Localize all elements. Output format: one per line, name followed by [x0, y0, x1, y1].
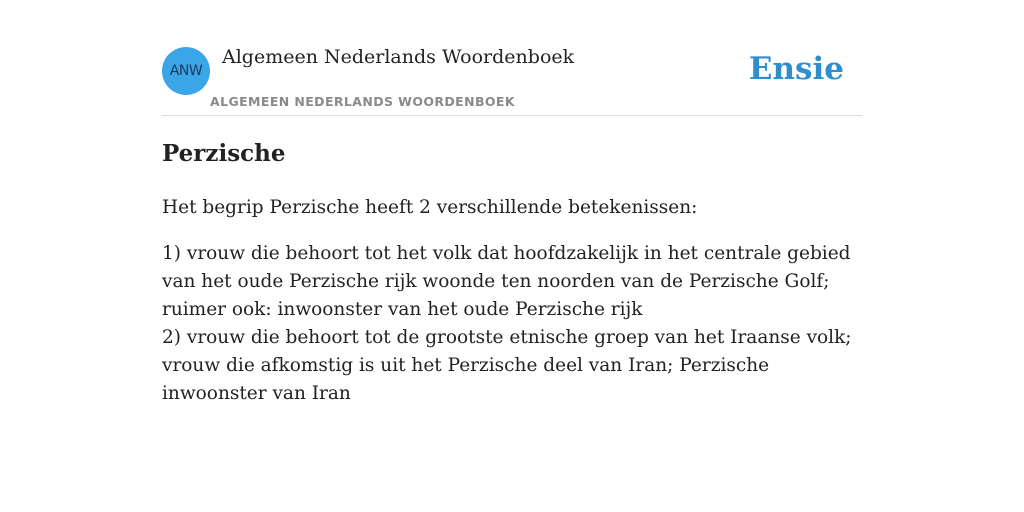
anw-logo[interactable] — [162, 47, 210, 95]
site-title[interactable]: Algemeen Nederlands Woordenboek — [222, 46, 575, 68]
page-container — [162, 0, 862, 404]
header — [162, 0, 862, 116]
definition-item: 1) vrouw die behoort tot het volk dat hoofdzakelijk in het centrale gebied van het oude Perzische rijk woonde ten noorden van de Perzische Golf; ruimer ook: inwoonster van het oude Perzische rijk — [162, 243, 851, 320]
definition-item: 2) vrouw die behoort tot de grootste etnische groep van het Iraanse volk; vrouw die afkomstig is uit het Perzische deel van Iran; Perzische inwoonster van Iran — [162, 327, 852, 404]
logo-text: ANW — [169, 63, 203, 79]
entry-intro: Het begrip Perzische heeft 2 verschillende betekenissen: — [162, 197, 698, 218]
ensie-brand-link[interactable]: Ensie — [748, 51, 844, 87]
definitions-list — [162, 240, 862, 408]
site-subtitle: ALGEMEEN NEDERLANDS WOORDENBOEK — [210, 94, 515, 109]
headword: Perzische — [162, 140, 286, 167]
